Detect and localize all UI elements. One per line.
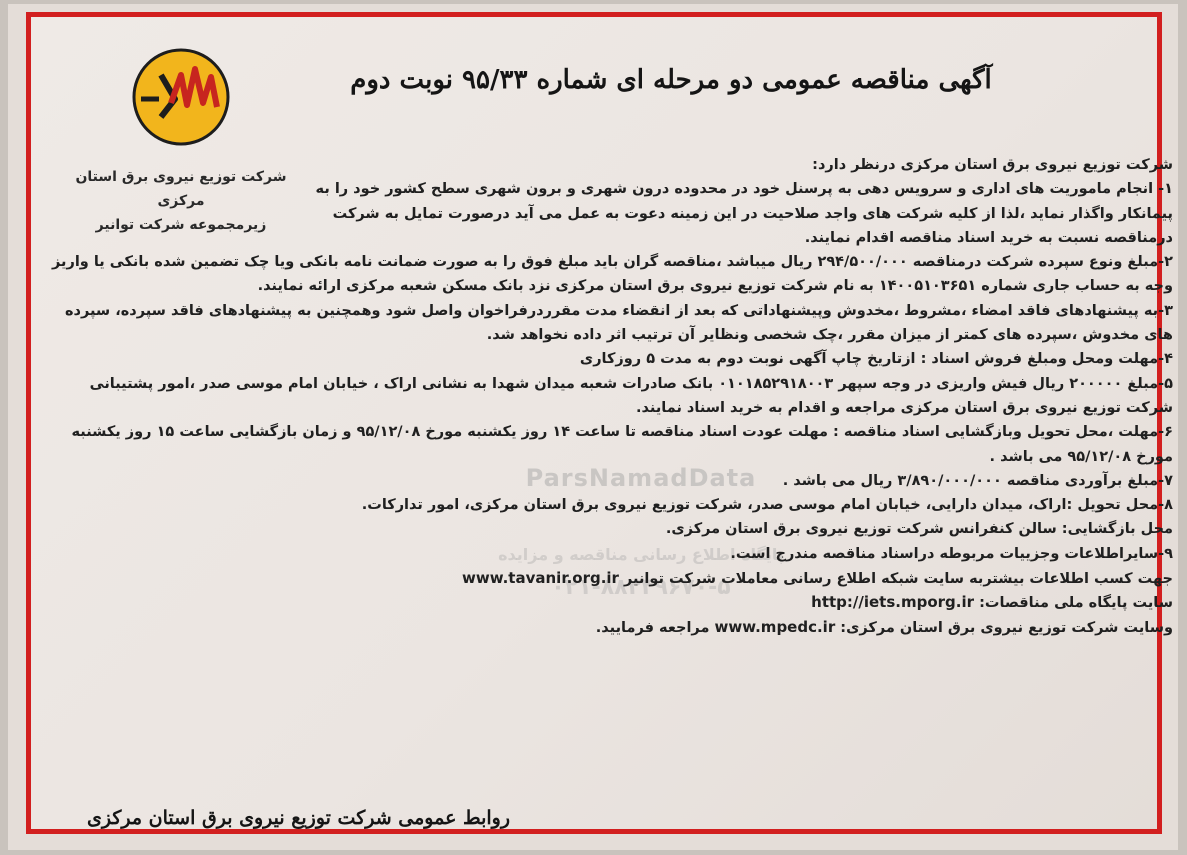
site-prefix: وسایت شرکت توزیع نیروی برق استان مرکزی: (840, 619, 1173, 636)
info-prefix: جهت کسب اطلاعات بیشتربه سایت شبکه اطلاع رسانی معاملات شرکت توانیر (624, 571, 1173, 588)
mpedc-link[interactable]: www.mpedc.ir (714, 617, 836, 636)
newspaper-clipping (8, 4, 1178, 850)
body-line: شرکت توزیع نیروی برق استان مرکزی درنظر دارد: (812, 157, 1173, 173)
body-line: ۲-مبلغ ونوع سپرده شرکت درمناقصه ۲۹۴/۵۰۰/۰۰۰ ریال میباشد ،مناقصه گران باید مبلغ فوق را به صورت ضمانت نامه بانکی ویا چک تضمین شده بانکی یا واریز (52, 254, 1173, 271)
body-line: های مخدوش ،سپرده های کمتر از میزان مقرر ،چک شخصی ونظایر آن ترتیب اثر داده نخواهد شد. (486, 327, 1173, 344)
portal-prefix: سایت پایگاه ملی مناقصات: (979, 595, 1173, 612)
watermark-phone: ۰۲۱-۸۸۳۴۹۶۷۰-۵ (551, 575, 731, 600)
tavanir-logo-icon (131, 47, 231, 147)
body-line: شرکت توزیع نیروی برق استان مرکزی مراجعه و اقدام به خرید اسناد نمایند. (636, 399, 1173, 416)
body-line: ۸-محل تحویل :اراک، میدان دارایی، خیابان امام موسی صدر، شرکت توزیع نیروی برق استان مرکزی، امور تدارکات. (361, 497, 1173, 514)
body-line: پیمانکار واگذار نماید ،لذا از کلیه شرکت های واجد صلاحیت در این زمینه دعوت به عمل می آید درصورت تمایل به شرکت (332, 205, 1173, 222)
iets-link[interactable]: http://iets.mporg.ir (811, 593, 975, 612)
company-affiliation: زیرمجموعه شرکت توانیر (95, 217, 267, 233)
announcement-title: آگهی مناقصه عمومی دو مرحله ای شماره ۹۵/۳۳ نوبت دوم (350, 65, 992, 95)
announcement-body (52, 153, 1173, 639)
body-line: ۴-مهلت ومحل ومبلغ فروش اسناد : ازتاریخ چاپ آگهی نوبت دوم به مدت ۵ روزکاری (579, 351, 1173, 368)
body-line: مورخ ۹۵/۱۲/۰۸ می باشد . (989, 448, 1173, 465)
portal-line (83, 590, 1173, 614)
body-line: ۶-مهلت ،محل تحویل وبازگشایی اسناد مناقصه : مهلت عودت اسناد مناقصه تا ساعت ۱۴ روز یکشنبه مورخ ۹۵/۱۲/۰۸ و زمان بازگشایی ساعت ۱۵ روز یکشنبه (71, 424, 1173, 441)
body-line: ۱- انجام ماموریت های اداری و سرویس دهی به پرسنل خود در محدوده درون شهری و برون شهری سطح کشور خود را به (315, 181, 1173, 198)
body-line: ۵-مبلغ ۲۰۰۰۰۰ ریال فیش واریزی در وجه سپهر ۰۱۰۱۸۵۲۹۱۸۰۰۳ بانک صادرات شعبه میدان شهدا به نشانی اراک ، خیابان امام موسی صدر ،امور پشتیبانی (89, 375, 1173, 392)
watermark-brand: ParsNamadData (525, 464, 757, 492)
company-name: شرکت توزیع نیروی برق استان مرکزی (75, 169, 287, 209)
site-suffix: مراجعه فرمایید. (595, 619, 710, 636)
site-line (83, 615, 1173, 639)
body-line: وجه به حساب جاری شماره ۱۴۰۰۵۱۰۳۶۵۱ به نام شرکت توزیع نیروی برق استان مرکزی نزد بانک مسکن شعبه مرکزی ارائه نمایند. (257, 278, 1173, 295)
public-relations-signature: روابط عمومی شرکت توزیع نیروی برق استان مرکزی (87, 807, 510, 829)
body-line: ۳-به پیشنهادهای فاقد امضاء ،مشروط ،مخدوش وپیشنهاداتی که بعد از انقضاء مدت مقرردرفراخوان واصل شود وهمچنین به پیشنهادهای فاقد سپرده، سپرده (64, 302, 1173, 319)
watermark-tagline: پایگاه اطلاع رسانی مناقصه و مزایده (498, 545, 784, 564)
body-line: درمناقصه نسبت به خرید اسناد مناقصه اقدام نمایند. (804, 229, 1173, 246)
body-line: محل بازگشایی: سالن کنفرانس شرکت توزیع نیروی برق استان مرکزی. (665, 521, 1173, 538)
announcement-frame (26, 12, 1173, 834)
tavanir-link[interactable]: www.tavanir.org.ir (462, 569, 619, 588)
body-line: ۷-مبلغ برآوردی مناقصه ۳/۸۹۰/۰۰۰/۰۰۰ ریال می باشد . (782, 472, 1173, 489)
info-line (83, 566, 1173, 590)
body-line: ۹-سایراطلاعات وجزییات مربوطه دراسناد مناقصه مندرج است. (730, 545, 1173, 562)
